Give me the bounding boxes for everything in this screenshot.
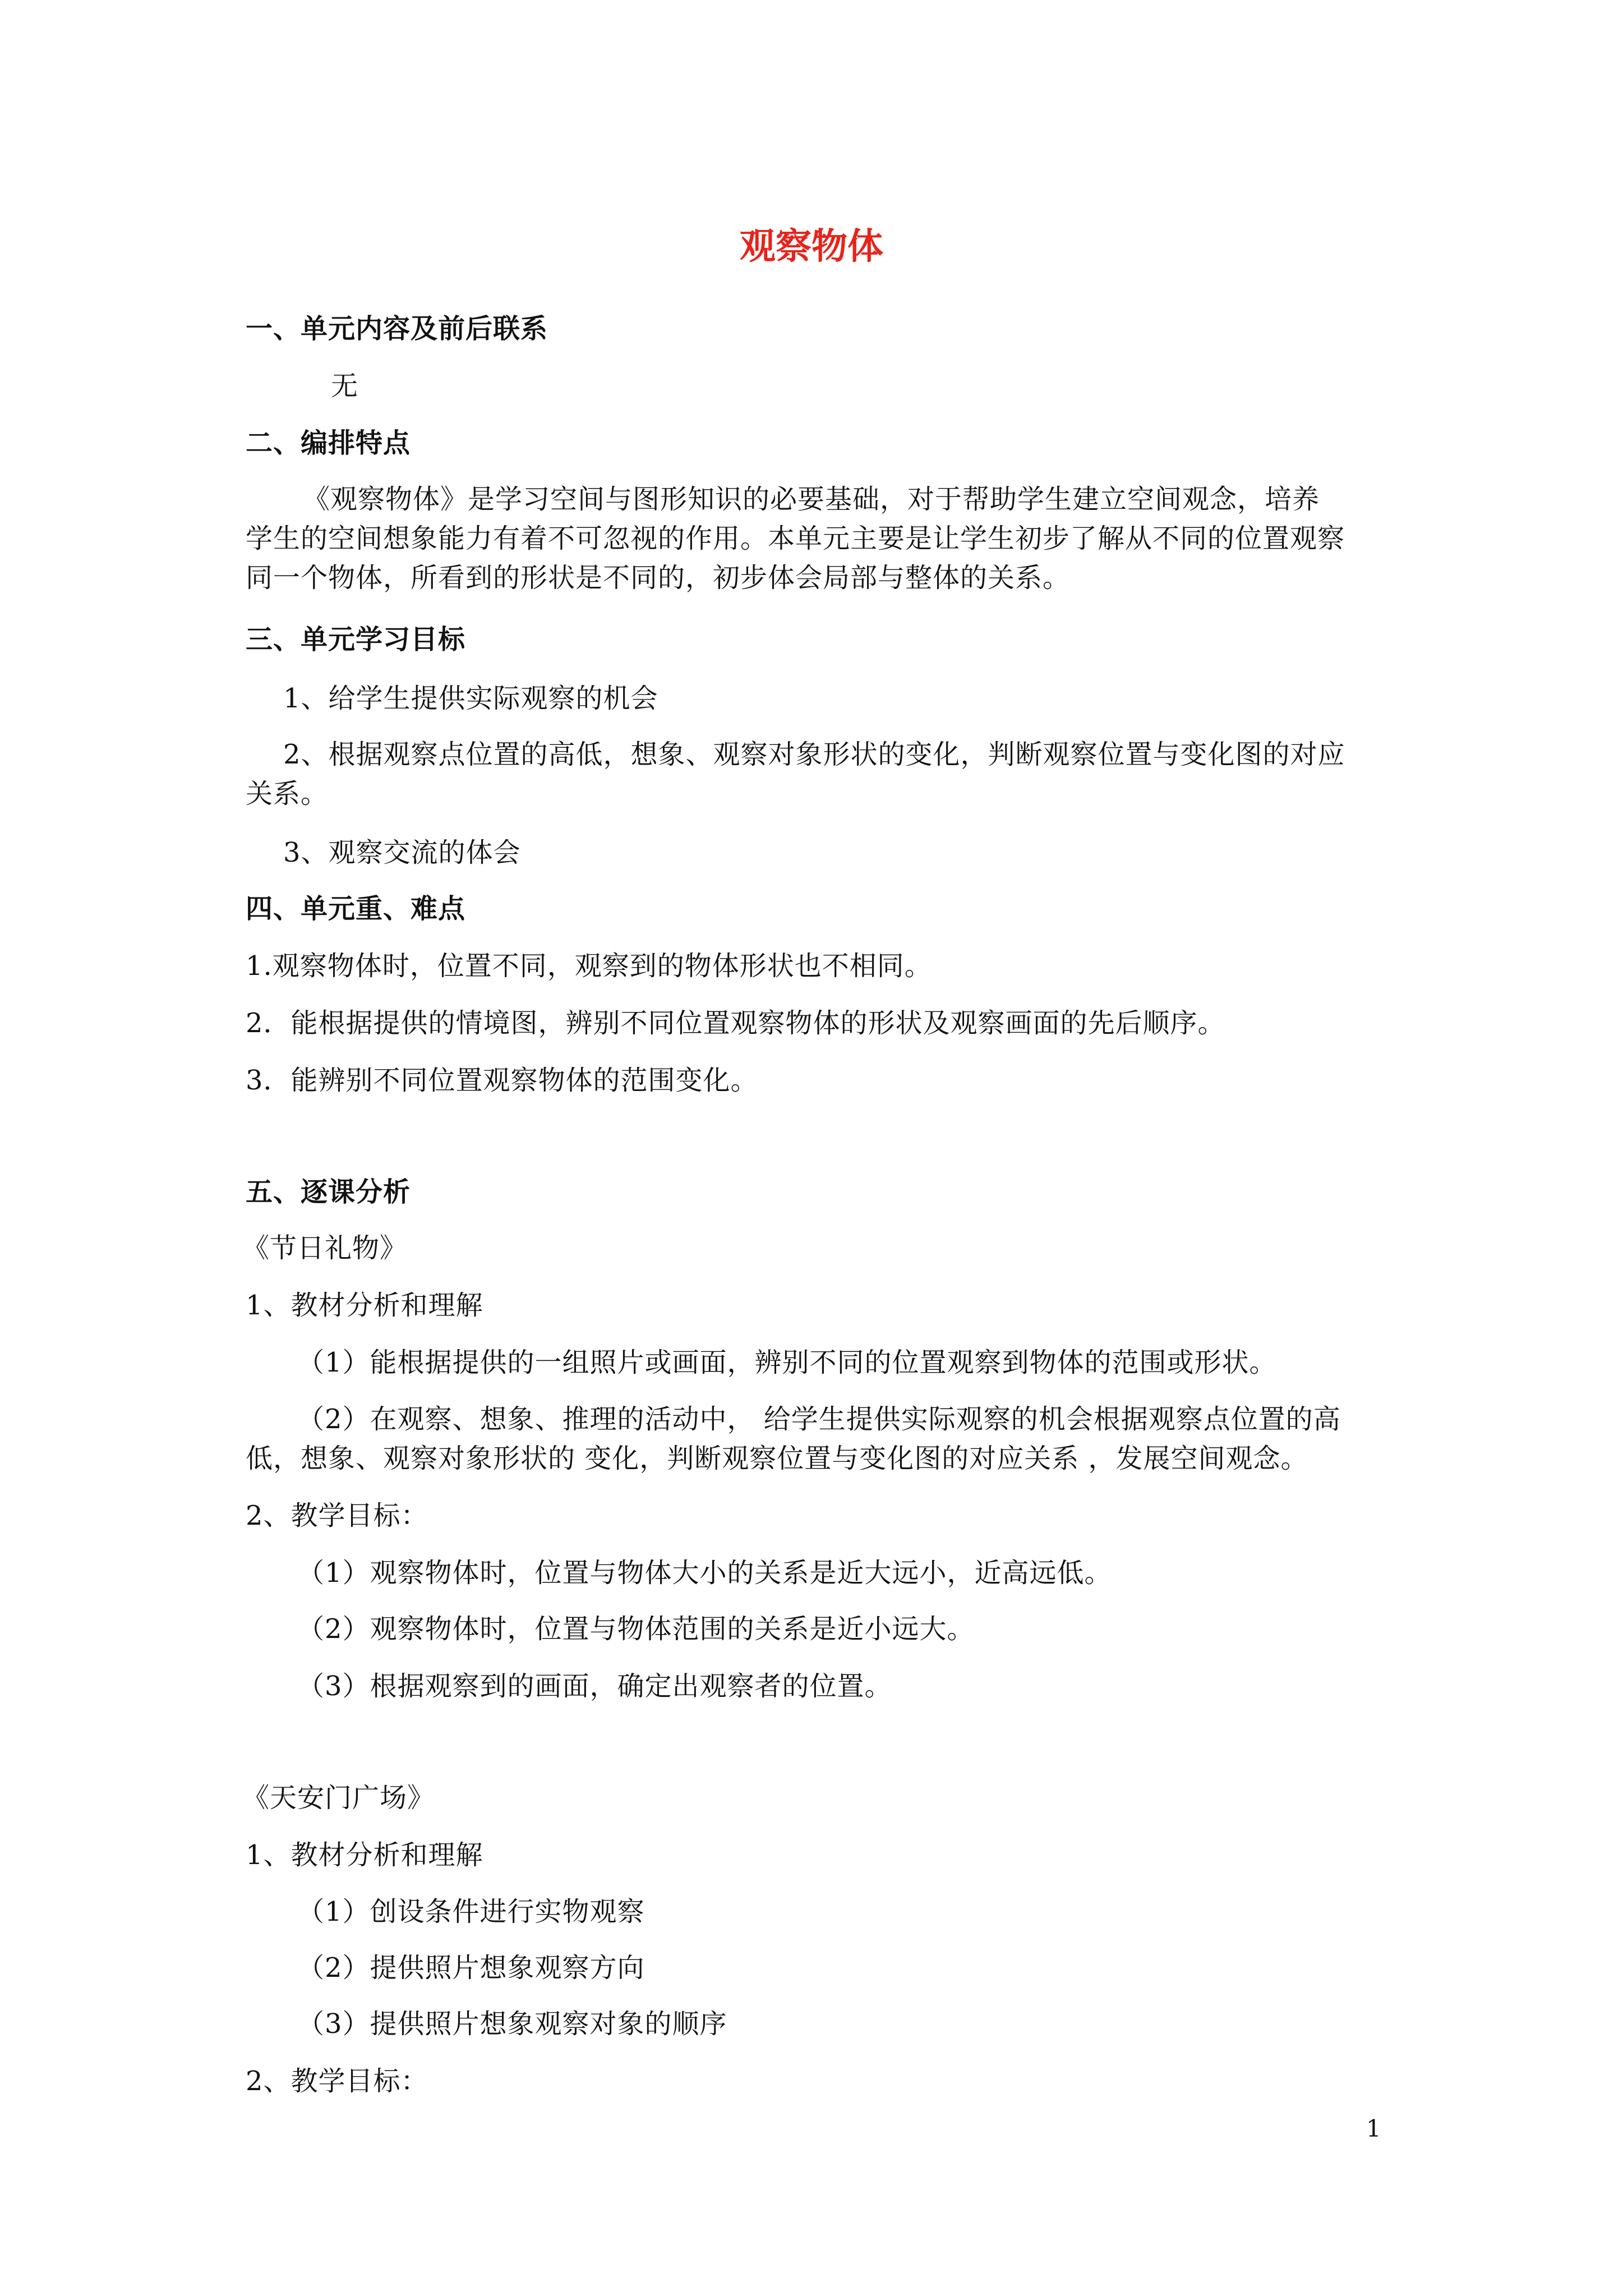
lesson-1-subheading-analysis: 1、教材分析和理解 bbox=[246, 1290, 483, 1321]
section-3-item-2-cont: 关系。 bbox=[246, 778, 329, 809]
lesson-1-subheading-goals: 2、教学目标： bbox=[246, 1500, 428, 1531]
section-2-para-line: 同一个物体，所看到的形状是不同的，初步体会局部与整体的关系。 bbox=[246, 562, 1071, 593]
lesson-1-analysis-item: （2）在观察、想象、推理的活动中， 给学生提供实际观察的机会根据观察点位置的高 bbox=[297, 1404, 1341, 1435]
section-4-heading: 四、单元重、难点 bbox=[246, 893, 466, 924]
section-3-item-2: 2、根据观察点位置的高低，想象、观察对象形状的变化，判断观察位置与变化图的对应 bbox=[283, 739, 1345, 770]
lesson-2-analysis-item: （3）提供照片想象观察对象的顺序 bbox=[297, 2008, 727, 2040]
page-title: 观察物体 bbox=[740, 226, 883, 268]
section-2-para-line: 《观察物体》是学习空间与图形知识的必要基础，对于帮助学生建立空间观念，培养 bbox=[303, 484, 1320, 515]
lesson-1-title: 《节日礼物》 bbox=[242, 1232, 408, 1264]
lesson-2-analysis-item: （1）创设条件进行实物观察 bbox=[297, 1896, 645, 1927]
section-3-heading: 三、单元学习目标 bbox=[246, 624, 466, 655]
section-4-item-3: 3．能辨别不同位置观察物体的范围变化。 bbox=[246, 1065, 758, 1096]
section-4-item-2: 2．能根据提供的情境图，辨别不同位置观察物体的形状及观察画面的先后顺序。 bbox=[246, 1007, 1225, 1039]
lesson-1-goal-item: （3）根据观察到的画面，确定出观察者的位置。 bbox=[297, 1671, 892, 1702]
section-3-item-3: 3、观察交流的体会 bbox=[283, 837, 521, 868]
lesson-2-subheading-analysis: 1、教材分析和理解 bbox=[246, 1839, 483, 1871]
lesson-2-subheading-goals: 2、教学目标： bbox=[246, 2065, 428, 2097]
lesson-1-analysis-item-cont: 低，想象、观察对象形状的 变化，判断观察位置与变化图的对应关系 ，发展空间观念。 bbox=[246, 1443, 1308, 1474]
section-2-para-line: 学生的空间想象能力有着不可忽视的作用。本单元主要是让学生初步了解从不同的位置观察 bbox=[246, 523, 1345, 554]
section-3-item-1: 1、给学生提供实际观察的机会 bbox=[283, 683, 658, 714]
section-2-heading: 二、编排特点 bbox=[246, 427, 411, 459]
section-1-heading: 一、单元内容及前后联系 bbox=[246, 313, 548, 344]
lesson-2-analysis-item: （2）提供照片想象观察方向 bbox=[297, 1952, 645, 1984]
section-1-body: 无 bbox=[331, 370, 359, 402]
page-number: 1 bbox=[1366, 2115, 1381, 2142]
section-4-item-1: 1.观察物体时，位置不同，观察到的物体形状也不相同。 bbox=[246, 950, 932, 982]
lesson-1-goal-item: （1）观察物体时，位置与物体大小的关系是近大远小，近高远低。 bbox=[297, 1557, 1112, 1589]
section-5-heading: 五、逐课分析 bbox=[246, 1176, 411, 1208]
lesson-2-title: 《天安门广场》 bbox=[242, 1782, 435, 1814]
lesson-1-analysis-item: （1）能根据提供的一组照片或画面，辨别不同的位置观察到物体的范围或形状。 bbox=[297, 1347, 1277, 1378]
lesson-1-goal-item: （2）观察物体时，位置与物体范围的关系是近小远大。 bbox=[297, 1613, 975, 1645]
